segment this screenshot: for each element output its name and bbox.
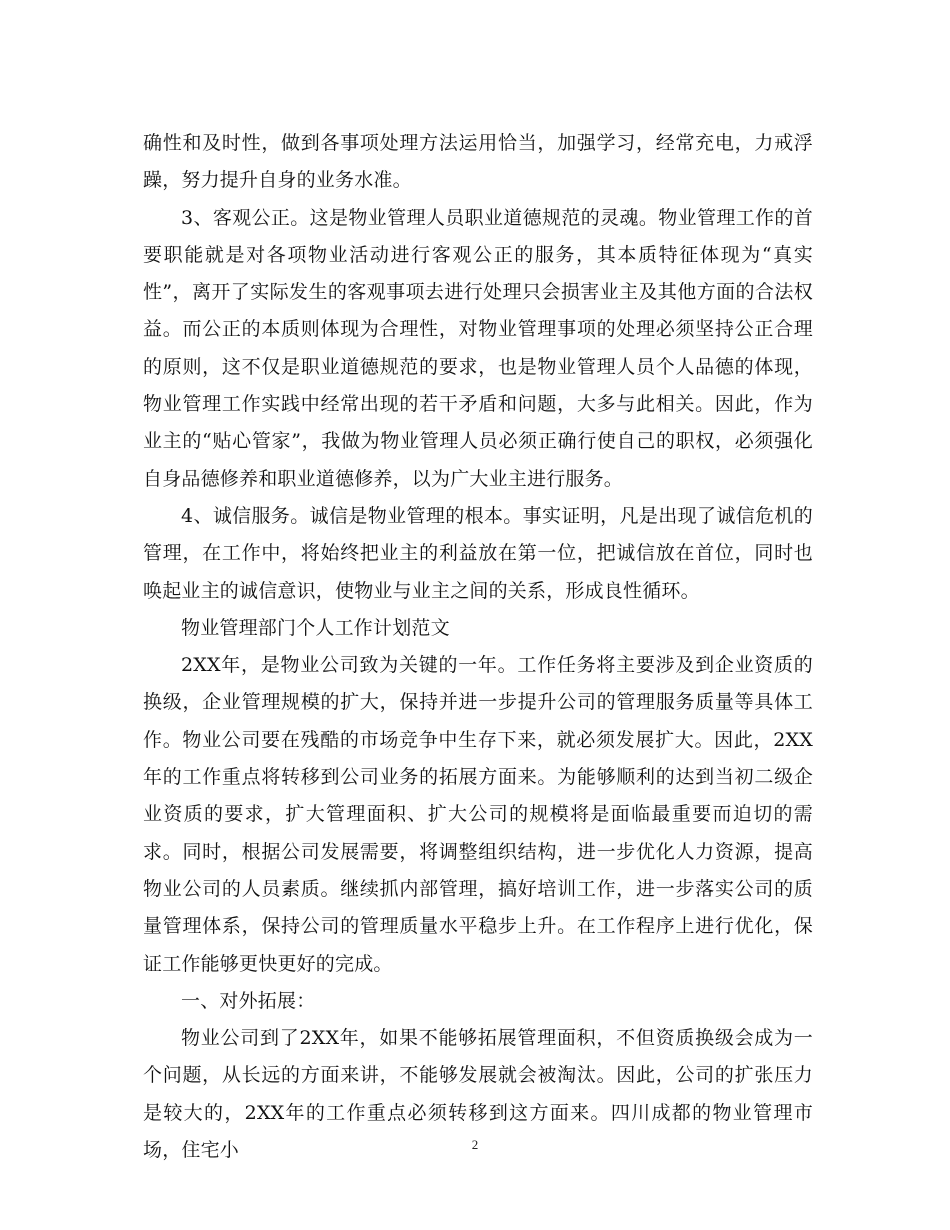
- paragraph-expansion-detail: 物业公司到了2XX年，如果不能够拓展管理面积，不但资质换级会成为一个问题，从长远的方面来讲，不能够发展就会被淘汰。因此，公司的扩张压力是较大的，2XX年的工作重点必须转移到这方面来。四川成都的物业管理市场，住宅小: [143, 1027, 813, 1162]
- subheading-external-expansion: 一、对外拓展：: [181, 989, 316, 1012]
- document-body: [143, 125, 813, 1169]
- paragraph-annual-plan: 2XX年，是物业公司致为关键的一年。工作任务将主要涉及到企业资质的换级，企业管理规模的扩大，保持并进一步提升公司的管理服务质量等具体工作。物业公司要在残酷的市场竞争中生存下来，就必须发展扩大。因此，2XX年的工作重点将转移到公司业务的拓展方面来。为能够顺利的达到当初二级企业资质的要求，扩大管理面积、扩大公司的规模将是面临最重要而迫切的需求。同时，根据公司发展需要，将调整组织结构，进一步优化人力资源，提高物业公司的人员素质。继续抓内部管理，搞好培训工作，进一步落实公司的质量管理体系，保持公司的管理质量水平稳步上升。在工作程序上进行优化，保证工作能够更快更好的完成。: [143, 654, 813, 975]
- section-heading-work-plan: 物业管理部门个人工作计划范文: [181, 616, 450, 639]
- page-number: 2: [471, 1137, 479, 1152]
- paragraph-continuation: 确性和及时性，做到各事项处理方法运用恰当，加强学习，经常充电，力戒浮躁，努力提升自身的业务水准。: [143, 132, 813, 192]
- paragraph-objective-fairness: 3、客观公正。这是物业管理人员职业道德规范的灵魂。物业管理工作的首要职能就是对各项物业活动进行客观公正的服务，其本质特征体现为“真实性”，离开了实际发生的客观事项去进行处理只会损害业主及其他方面的合法权益。而公正的本质则体现为合理性，对物业管理事项的处理必须坚持公正合理的原则，这不仅是职业道德规范的要求，也是物业管理人员个人品德的体现，物业管理工作实践中经常出现的若干矛盾和问题，大多与此相关。因此，作为业主的“贴心管家”，我做为物业管理人员必须正确行使自己的职权，必须强化自身品德修养和职业道德修养，以为广大业主进行服务。: [143, 206, 813, 490]
- paragraph-integrity-service: 4、诚信服务。诚信是物业管理的根本。事实证明，凡是出现了诚信危机的管理，在工作中，将始终把业主的利益放在第一位，把诚信放在首位，同时也唤起业主的诚信意识，使物业与业主之间的关系，形成良性循环。: [143, 504, 813, 602]
